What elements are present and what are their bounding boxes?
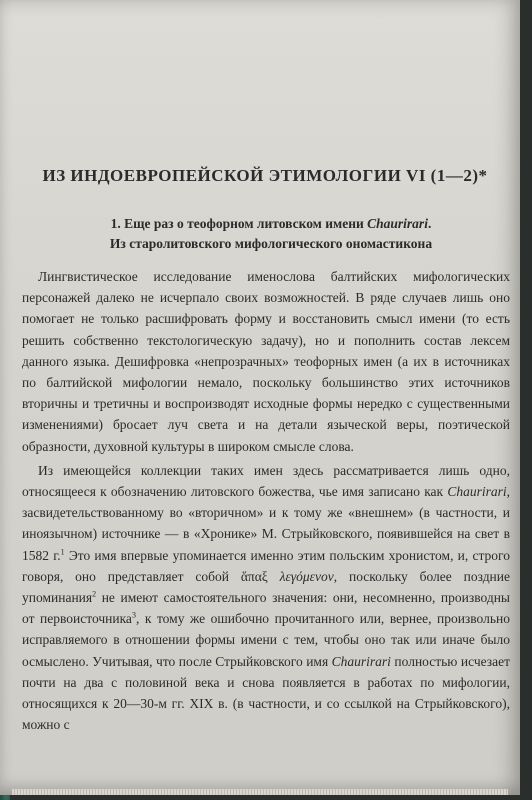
paragraph-1: Лингвистическое исследование именослова балтийских мифологических персонажей далеко не исчерпало своих возможностей. В ряде случаев лишь оно помогает не только расшифровать форму и восстановить смысл имени (то есть решить собственно текстологическую задачу), но и пополнить состав лексем данного языка. Дешифровка «непрозрачных» теофорных имен (а их в источниках по балтийской мифологии немало, поскольку большинство этих источников вторичны и третичны и воспроизводят исходные формы нередко с существенными изменениями) бросает луч света и на детали языческой веры, поэтической образности, духовной культуры в широком смысле слова. bbox=[22, 269, 510, 454]
paragraph-2-text: , к тому же ошибочно прочитанного или, вернее, произвольно исправляемого в отношении формы имени с тем, чтобы оно так или иначе было осмыслено. Учитывая, что после Стрыйковского имя bbox=[22, 611, 510, 669]
page-title: ИЗ ИНДОЕВРОПЕЙСКОЙ ЭТИМОЛОГИИ VI (1—2)* bbox=[42, 166, 488, 185]
footnote-marker[interactable]: 2 bbox=[92, 589, 97, 599]
deity-name: Chaurirari bbox=[331, 653, 391, 669]
page-stack-edge bbox=[12, 789, 508, 795]
footnote-marker[interactable]: 3 bbox=[131, 610, 136, 620]
greek-term: ἅπαξ bbox=[240, 568, 268, 584]
greek-term: λεγόμενον bbox=[279, 568, 334, 584]
footnote-marker[interactable]: 1 bbox=[60, 547, 65, 557]
section-heading-text: 1. Еще раз о теофорном литовском имени bbox=[110, 216, 368, 231]
section-heading-name: Chaurirari bbox=[367, 216, 428, 231]
paragraph-2-text: Это имя впервые упоминается именно этим польским хронистом, и, строго говоря, оно представляет собой bbox=[22, 547, 510, 584]
section-heading-period: . bbox=[427, 216, 432, 231]
section-heading bbox=[36, 214, 506, 254]
paragraph-2-text: полностью исчезает почти на два с половиной века и снова появляется в работах по мифологии, относящихся к 20—30-м гг. XIX в. (в частности, и со ссылкой на Стрыйковского), можно с bbox=[22, 653, 510, 733]
section-heading-line2: Из старолитовского мифологического ономастикона bbox=[109, 236, 433, 251]
body-text bbox=[22, 266, 510, 735]
paragraph-2-text: Из имеющейся коллекции таких имен здесь рассматривается лишь одно, относящееся к обозначению литовского божества, чье имя записано как bbox=[22, 462, 510, 500]
paragraph-2-text: , засвидетельствованному во «вторичном» и к тому же «внешнем» (в частности, и иноязычном) источнике — в «Хронике» М. Стрыйковского, появившейся на свет в 1582 г. bbox=[22, 484, 510, 563]
paragraph-2 bbox=[22, 460, 510, 736]
paragraph-2-text: , поскольку более поздние упоминания bbox=[22, 568, 511, 606]
deity-name: Chaurirari bbox=[447, 484, 507, 500]
paragraph-2-text: не имеют самостоятельного значения: они, несомненно, производны от первоисточника bbox=[22, 590, 510, 627]
